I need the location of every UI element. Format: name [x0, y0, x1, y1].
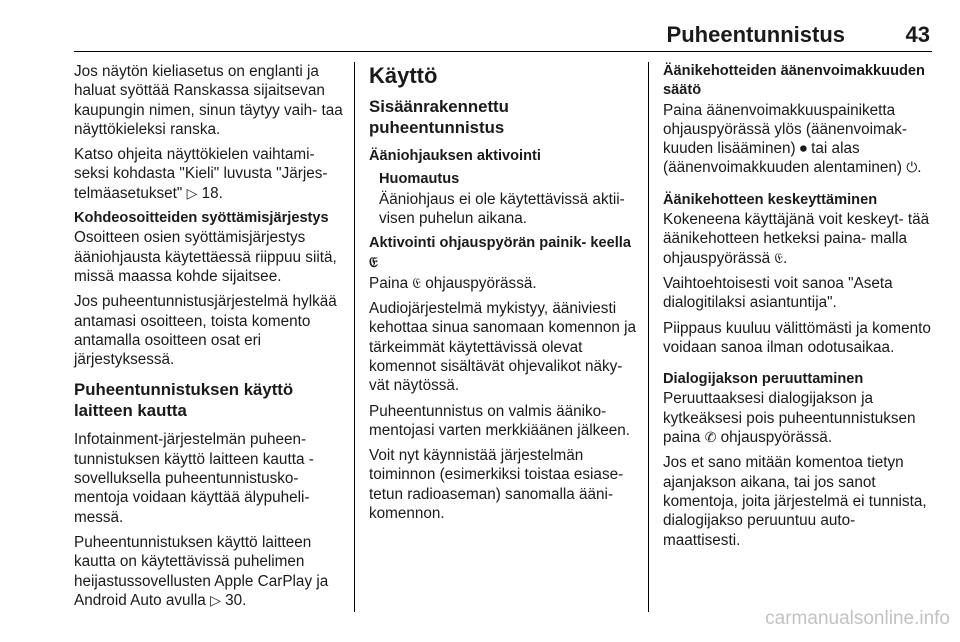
paragraph: Peruuttaaksesi dialogijakson ja kytkeäksesi pois puheentunnistuksen paina ✆ ohjauspyörässä.: [663, 390, 916, 447]
paragraph: Vaihtoehtoisesti voit sanoa "Aseta dialogitilaksi asiantuntija".: [663, 274, 893, 312]
paragraph: Puheentunnistuksen käyttö laitteen kautta on käytettävissä puhelimen heijastussovellusten Apple CarPlay ja Android Auto avulla ▷ 30.: [74, 533, 329, 609]
page-ref-arrow-icon: ▷: [186, 184, 198, 201]
subheading: Dialogijakson peruuttaminen: [663, 371, 864, 388]
section-heading: Sisäänrakennettu puheentunnistus: [369, 97, 509, 137]
phone-icon: ✆: [704, 429, 717, 446]
section-heading: Puheentunnistuksen käyttö laitteen kautta: [74, 380, 294, 421]
paragraph: Audiojärjestelmä mykistyy, ääniviesti kehottaa sinua sanomaan komennon ja tärkeimmät käytettävissä olevat komennot sisältävät ohjevalikot näky- vät näytössä.: [369, 300, 637, 395]
column-3: [663, 62, 935, 556]
paragraph: Infotainment-järjestelmän puheen- tunnistuksen käyttö laitteen kautta - sovelluksella puheentunnistusko- mentoja voidaan käyttää älypuheli- messä.: [74, 431, 314, 526]
main-heading: Käyttö: [369, 63, 438, 88]
column-2: [369, 62, 641, 529]
subheading: Kohdeosoitteiden syöttämisjärjestys: [74, 210, 329, 227]
subheading: Aktivointi ohjauspyörän painik- keella 𝔈: [369, 234, 641, 274]
subheading: Äänikehotteen keskeyttäminen: [663, 191, 878, 208]
subheading: Äänikehotteiden äänenvoimakkuuden säätö: [663, 63, 925, 99]
paragraph: Jos et sano mitään komentoa tietyn ajanjakson aikana, tai jos sanot komentoja, joita järjestelmä ei tunnista, dialogijakso peruuntuu auto- maattisesti.: [663, 454, 927, 549]
volume-up-icon: ⏺: [799, 140, 807, 157]
paragraph: Paina 𝔈 ohjauspyörässä.: [369, 274, 537, 292]
paragraph: Puheentunnistus on valmis ääniko- mentojasi varten merkkiäänen jälkeen.: [369, 402, 631, 439]
paragraph: Osoitteen osien syöttämisjärjestys ääniohjausta käytettäessä riippuu siitä, missä maassa kohde sijaitsee.: [74, 229, 337, 285]
subheading: Ääniohjauksen aktivointi: [369, 148, 541, 164]
voice-command-icon: 𝔈: [412, 274, 421, 291]
column-divider-1: [354, 62, 355, 612]
paragraph: Piippaus kuuluu välittömästi ja komento voidaan sanoa ilman odotusaikaa.: [663, 319, 931, 356]
note-title: Huomautus: [379, 171, 460, 188]
paragraph: Jos puheentunnistusjärjestelmä hylkää antamasi osoitteen, toista komento antamalla osoitteen osat eri järjestyksessä.: [74, 293, 337, 369]
voice-command-icon: 𝔈: [369, 254, 378, 271]
column-1: [74, 62, 346, 616]
note-text: Ääniohjaus ei ole käytettävissä aktii- visen puhelun aikana.: [379, 190, 625, 227]
page-title: Puheentunnistus: [666, 22, 845, 47]
paragraph: Paina äänenvoimakkuuspainiketta ohjauspyörässä ylös (äänenvoimak- kuuden lisääminen) ⏺ tai alas (äänenvoimakkuuden alentaminen) ⏻.: [663, 101, 922, 177]
volume-down-icon: ⏻: [906, 159, 918, 176]
voice-command-icon: 𝔈: [774, 249, 783, 266]
paragraph: Kokeneena käyttäjänä voit keskeyt- tää äänikehotteen hetkeksi paina- malla ohjauspyörässä 𝔈.: [663, 211, 930, 267]
paragraph: Katso ohjeita näyttökielen vaihtami- seksi kohdasta "Kieli" luvusta "Järjes- telmäasetukset" ▷ 18.: [74, 146, 328, 202]
page-ref-arrow-icon: ▷: [210, 591, 221, 608]
paragraph: Jos näytön kieliasetus on englanti ja haluat syöttää Ranskassa sijaitsevan kaupungin nimen, sinun täytyy vaih- taa näyttökieleksi ranska.: [74, 63, 343, 138]
header-rule: [74, 51, 932, 52]
paragraph: Voit nyt käynnistää järjestelmän toiminnon (esimerkiksi toistaa esiase- tetun radioaseman) sanomalla ääni- komennon.: [369, 447, 624, 523]
watermark: carmanualsonline.info: [765, 608, 950, 629]
note-box: [369, 170, 641, 228]
column-divider-2: [648, 62, 649, 612]
page-number: 43: [905, 22, 930, 47]
